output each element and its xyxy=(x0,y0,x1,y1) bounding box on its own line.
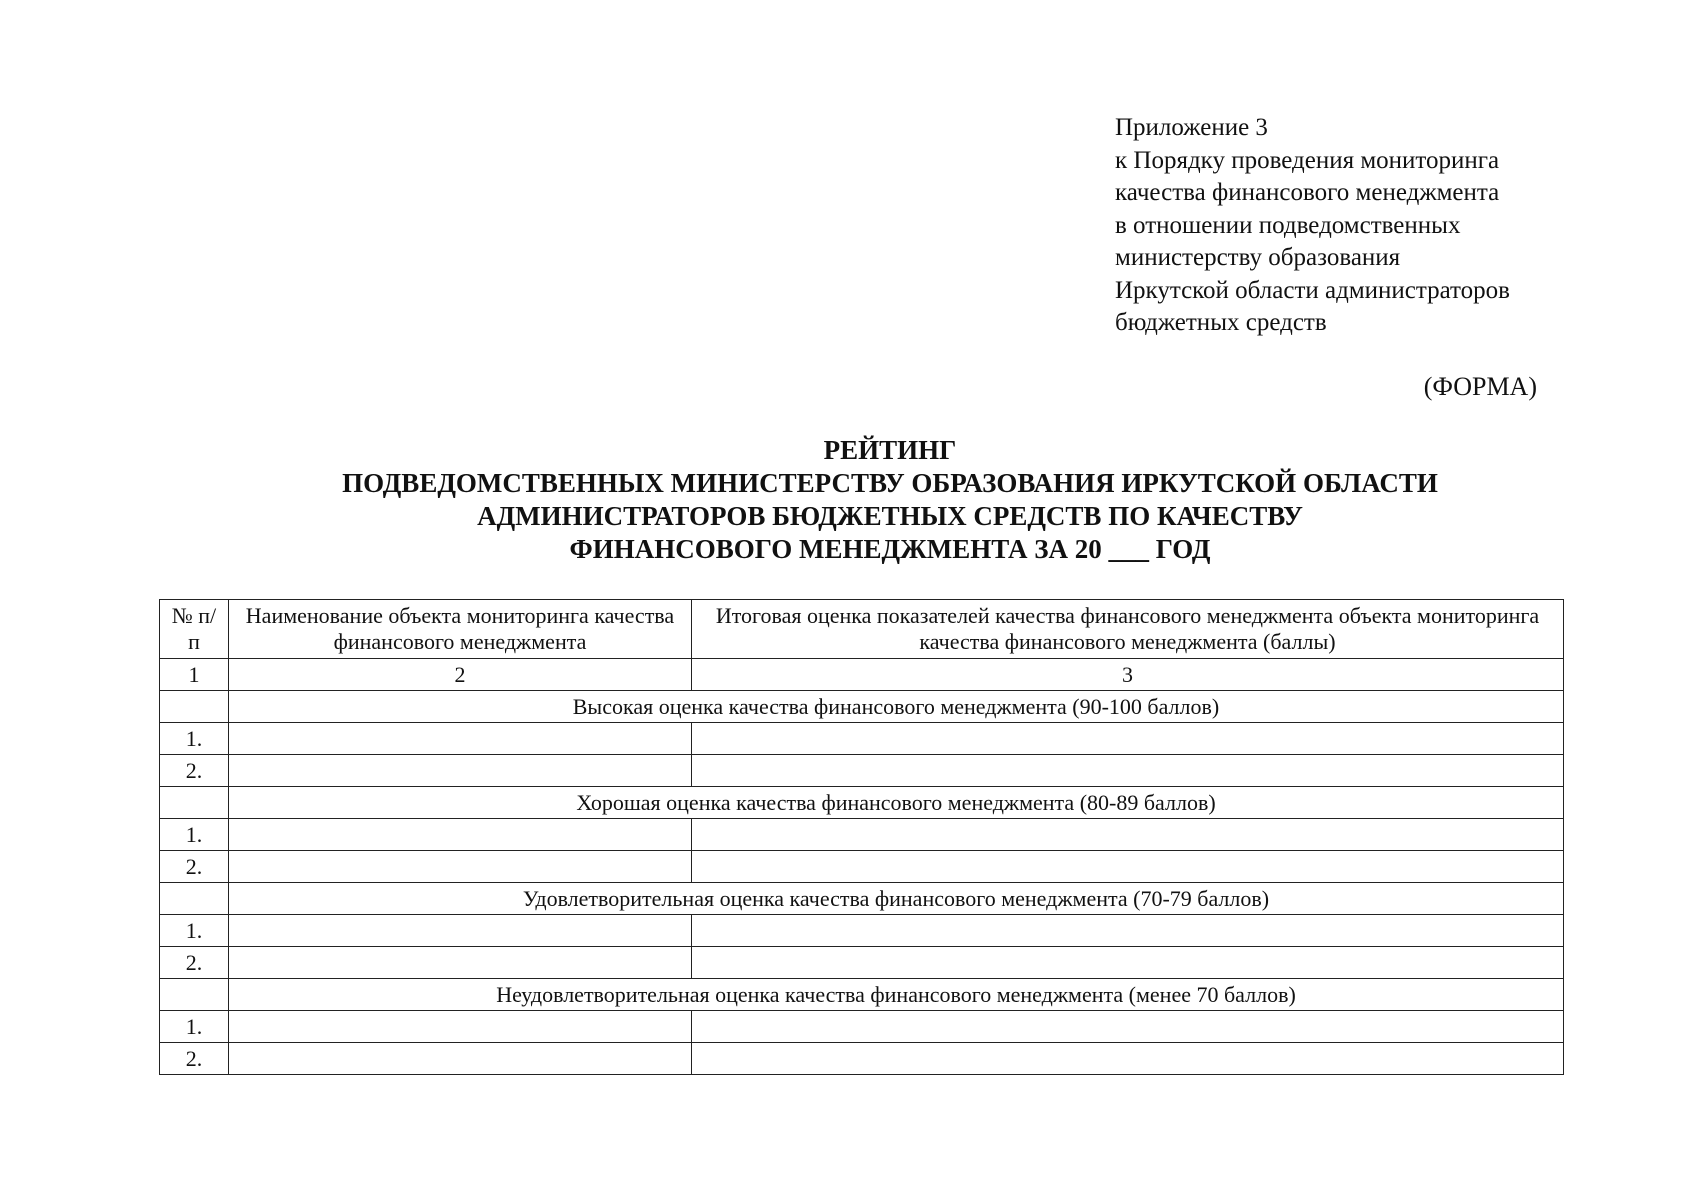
row-number: 1. xyxy=(160,1011,229,1043)
row-object-name xyxy=(229,723,692,755)
category-label: Хорошая оценка качества финансового менеджмента (80-89 баллов) xyxy=(229,787,1564,819)
table-header-row xyxy=(160,600,1564,659)
table-row xyxy=(160,915,1564,947)
category-number-cell xyxy=(160,691,229,723)
category-label: Неудовлетворительная оценка качества финансового менеджмента (менее 70 баллов) xyxy=(229,979,1564,1011)
category-label: Высокая оценка качества финансового менеджмента (90-100 баллов) xyxy=(229,691,1564,723)
form-label: (ФОРМА) xyxy=(1423,372,1537,401)
row-score xyxy=(692,947,1564,979)
row-score xyxy=(692,915,1564,947)
row-score xyxy=(692,1011,1564,1043)
column-number-cell: 1 xyxy=(160,659,229,691)
row-number: 1. xyxy=(160,915,229,947)
appendix-line: Приложение 3 xyxy=(1115,114,1268,141)
row-number: 2. xyxy=(160,947,229,979)
column-number-cell: 2 xyxy=(229,659,692,691)
category-number-cell xyxy=(160,787,229,819)
row-score xyxy=(692,819,1564,851)
title-line: ФИНАНСОВОГО МЕНЕДЖМЕНТА ЗА 20 ___ ГОД xyxy=(569,534,1211,564)
row-number: 1. xyxy=(160,819,229,851)
title-line: ПОДВЕДОМСТВЕННЫХ МИНИСТЕРСТВУ ОБРАЗОВАНИЯ ИРКУТСКОЙ ОБЛАСТИ xyxy=(342,468,1438,498)
row-number: 1. xyxy=(160,723,229,755)
table-row xyxy=(160,723,1564,755)
document-title xyxy=(0,434,1697,566)
row-object-name xyxy=(229,1043,692,1075)
header-cell-number: № п/п xyxy=(160,600,229,659)
appendix-line: качества финансового менеджмента xyxy=(1115,179,1500,206)
table-row xyxy=(160,1043,1564,1075)
table-row xyxy=(160,1011,1564,1043)
appendix-line: министерству образования xyxy=(1115,244,1401,271)
column-numbers-row xyxy=(160,659,1564,691)
table-row xyxy=(160,947,1564,979)
row-object-name xyxy=(229,851,692,883)
category-row xyxy=(160,787,1564,819)
table-row xyxy=(160,851,1564,883)
category-row xyxy=(160,979,1564,1011)
row-number: 2. xyxy=(160,851,229,883)
category-number-cell xyxy=(160,883,229,915)
header-cell-object-name: Наименование объекта мониторинга качества финансового менеджмента xyxy=(229,600,692,659)
title-line: АДМИНИСТРАТОРОВ БЮДЖЕТНЫХ СРЕДСТВ ПО КАЧЕСТВУ xyxy=(477,501,1303,531)
row-score xyxy=(692,723,1564,755)
row-score xyxy=(692,755,1564,787)
category-row xyxy=(160,691,1564,723)
title-line: РЕЙТИНГ xyxy=(823,435,957,465)
row-object-name xyxy=(229,915,692,947)
header-cell-total-score: Итоговая оценка показателей качества финансового менеджмента объекта мониторинга качества финансового менеджмента (баллы) xyxy=(692,600,1564,659)
table-row xyxy=(160,819,1564,851)
row-score xyxy=(692,1043,1564,1075)
row-object-name xyxy=(229,947,692,979)
appendix-block xyxy=(1115,112,1635,340)
row-object-name xyxy=(229,1011,692,1043)
rating-table xyxy=(159,599,1564,1075)
row-number: 2. xyxy=(160,1043,229,1075)
row-object-name xyxy=(229,755,692,787)
appendix-line: Иркутской области администраторов xyxy=(1115,276,1510,304)
row-score xyxy=(692,851,1564,883)
appendix-line: в отношении подведомственных xyxy=(1115,211,1461,239)
row-object-name xyxy=(229,819,692,851)
appendix-line: к Порядку проведения мониторинга xyxy=(1115,146,1500,174)
row-number: 2. xyxy=(160,755,229,787)
column-number-cell: 3 xyxy=(692,659,1564,691)
category-row xyxy=(160,883,1564,915)
table-row xyxy=(160,755,1564,787)
appendix-line: бюджетных средств xyxy=(1115,309,1327,336)
category-label: Удовлетворительная оценка качества финансового менеджмента (70-79 баллов) xyxy=(229,883,1564,915)
category-number-cell xyxy=(160,979,229,1011)
